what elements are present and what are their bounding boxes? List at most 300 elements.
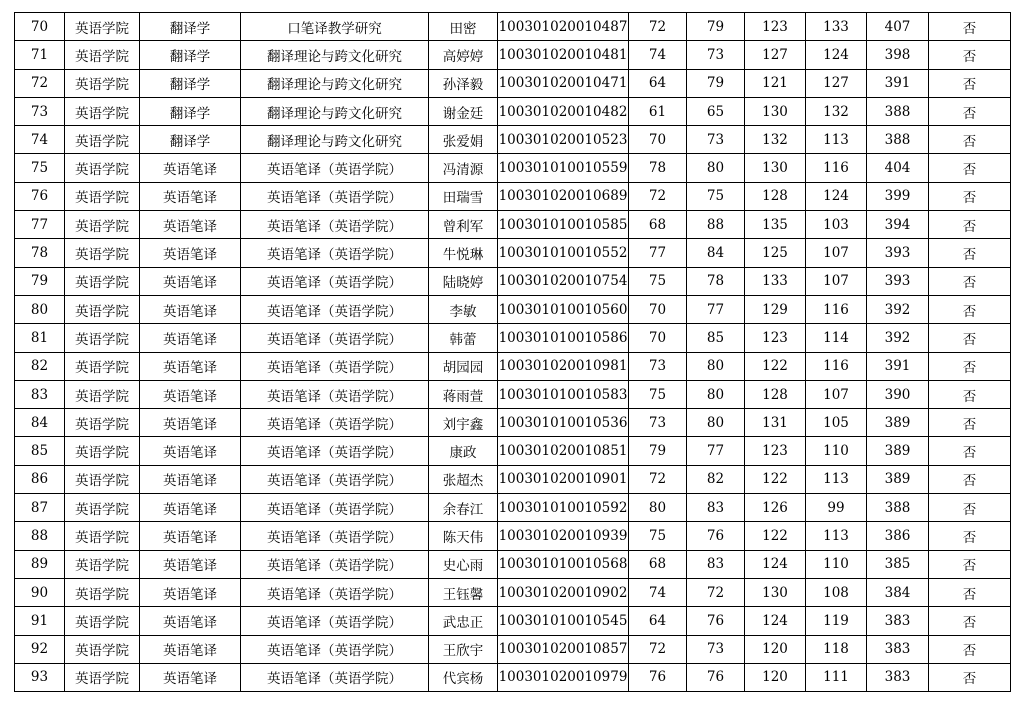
total-score-cell: 404 [867, 154, 929, 182]
status-cell: 否 [929, 97, 1011, 125]
college-cell: 英语学院 [65, 126, 140, 154]
index-cell: 81 [15, 324, 65, 352]
total-score-cell: 384 [867, 578, 929, 606]
politics-score-cell: 70 [629, 126, 687, 154]
status-cell: 否 [929, 182, 1011, 210]
status-cell: 否 [929, 380, 1011, 408]
foreign-language-score-cell: 80 [687, 380, 745, 408]
college-cell: 英语学院 [65, 211, 140, 239]
status-cell: 否 [929, 522, 1011, 550]
politics-score-cell: 73 [629, 409, 687, 437]
score-table-sheet [14, 12, 1011, 692]
status-cell: 否 [929, 295, 1011, 323]
foreign-language-score-cell: 65 [687, 97, 745, 125]
name-cell: 田瑞雪 [429, 182, 498, 210]
major-cell: 英语笔译 [140, 267, 241, 295]
exam-number-cell: 100301020010754 [498, 267, 629, 295]
name-cell: 田密 [429, 13, 498, 41]
status-cell: 否 [929, 352, 1011, 380]
index-cell: 70 [15, 13, 65, 41]
index-cell: 85 [15, 437, 65, 465]
politics-score-cell: 77 [629, 239, 687, 267]
foreign-language-score-cell: 75 [687, 182, 745, 210]
foreign-language-score-cell: 76 [687, 607, 745, 635]
college-cell: 英语学院 [65, 69, 140, 97]
total-score-cell: 390 [867, 380, 929, 408]
foreign-language-score-cell: 82 [687, 465, 745, 493]
name-cell: 高婷婷 [429, 41, 498, 69]
index-cell: 92 [15, 635, 65, 663]
index-cell: 77 [15, 211, 65, 239]
name-cell: 康政 [429, 437, 498, 465]
research-direction-cell: 口笔译教学研究 [241, 13, 429, 41]
subject-one-score-cell: 121 [745, 69, 806, 97]
major-cell: 英语笔译 [140, 522, 241, 550]
table-row [15, 41, 1011, 69]
major-cell: 翻译学 [140, 41, 241, 69]
major-cell: 英语笔译 [140, 578, 241, 606]
name-cell: 陆晓婷 [429, 267, 498, 295]
status-cell: 否 [929, 550, 1011, 578]
table-row [15, 522, 1011, 550]
total-score-cell: 407 [867, 13, 929, 41]
exam-number-cell: 100301020010471 [498, 69, 629, 97]
major-cell: 英语笔译 [140, 635, 241, 663]
index-cell: 73 [15, 97, 65, 125]
subject-one-score-cell: 128 [745, 182, 806, 210]
subject-one-score-cell: 126 [745, 494, 806, 522]
status-cell: 否 [929, 126, 1011, 154]
name-cell: 牛悦琳 [429, 239, 498, 267]
status-cell: 否 [929, 465, 1011, 493]
total-score-cell: 385 [867, 550, 929, 578]
subject-one-score-cell: 132 [745, 126, 806, 154]
table-row [15, 409, 1011, 437]
index-cell: 91 [15, 607, 65, 635]
status-cell: 否 [929, 239, 1011, 267]
status-cell: 否 [929, 494, 1011, 522]
foreign-language-score-cell: 73 [687, 635, 745, 663]
subject-one-score-cell: 124 [745, 607, 806, 635]
status-cell: 否 [929, 578, 1011, 606]
subject-one-score-cell: 130 [745, 154, 806, 182]
subject-two-score-cell: 107 [806, 380, 867, 408]
total-score-cell: 392 [867, 324, 929, 352]
subject-two-score-cell: 108 [806, 578, 867, 606]
foreign-language-score-cell: 76 [687, 663, 745, 691]
total-score-cell: 391 [867, 352, 929, 380]
politics-score-cell: 68 [629, 550, 687, 578]
name-cell: 冯清源 [429, 154, 498, 182]
research-direction-cell: 英语笔译（英语学院） [241, 182, 429, 210]
foreign-language-score-cell: 84 [687, 239, 745, 267]
exam-number-cell: 100301020010481 [498, 41, 629, 69]
exam-number-cell: 100301010010568 [498, 550, 629, 578]
politics-score-cell: 64 [629, 607, 687, 635]
subject-one-score-cell: 127 [745, 41, 806, 69]
research-direction-cell: 英语笔译（英语学院） [241, 437, 429, 465]
total-score-cell: 383 [867, 663, 929, 691]
index-cell: 86 [15, 465, 65, 493]
foreign-language-score-cell: 80 [687, 154, 745, 182]
research-direction-cell: 翻译理论与跨文化研究 [241, 41, 429, 69]
table-row [15, 324, 1011, 352]
table-row [15, 663, 1011, 691]
research-direction-cell: 英语笔译（英语学院） [241, 409, 429, 437]
major-cell: 英语笔译 [140, 182, 241, 210]
politics-score-cell: 75 [629, 267, 687, 295]
major-cell: 翻译学 [140, 13, 241, 41]
subject-two-score-cell: 118 [806, 635, 867, 663]
subject-two-score-cell: 110 [806, 550, 867, 578]
exam-number-cell: 100301010010559 [498, 154, 629, 182]
subject-one-score-cell: 123 [745, 437, 806, 465]
subject-two-score-cell: 113 [806, 465, 867, 493]
exam-number-cell: 100301010010583 [498, 380, 629, 408]
major-cell: 英语笔译 [140, 494, 241, 522]
name-cell: 蒋雨萱 [429, 380, 498, 408]
index-cell: 80 [15, 295, 65, 323]
research-direction-cell: 英语笔译（英语学院） [241, 607, 429, 635]
major-cell: 英语笔译 [140, 550, 241, 578]
politics-score-cell: 72 [629, 182, 687, 210]
research-direction-cell: 英语笔译（英语学院） [241, 550, 429, 578]
major-cell: 英语笔译 [140, 437, 241, 465]
subject-one-score-cell: 120 [745, 635, 806, 663]
research-direction-cell: 英语笔译（英语学院） [241, 295, 429, 323]
subject-two-score-cell: 124 [806, 182, 867, 210]
subject-one-score-cell: 128 [745, 380, 806, 408]
index-cell: 78 [15, 239, 65, 267]
major-cell: 英语笔译 [140, 607, 241, 635]
total-score-cell: 398 [867, 41, 929, 69]
subject-two-score-cell: 103 [806, 211, 867, 239]
subject-two-score-cell: 99 [806, 494, 867, 522]
table-row [15, 154, 1011, 182]
subject-one-score-cell: 122 [745, 465, 806, 493]
exam-number-cell: 100301010010545 [498, 607, 629, 635]
index-cell: 89 [15, 550, 65, 578]
research-direction-cell: 英语笔译（英语学院） [241, 522, 429, 550]
college-cell: 英语学院 [65, 494, 140, 522]
total-score-cell: 394 [867, 211, 929, 239]
college-cell: 英语学院 [65, 267, 140, 295]
subject-one-score-cell: 130 [745, 97, 806, 125]
name-cell: 胡园园 [429, 352, 498, 380]
politics-score-cell: 79 [629, 437, 687, 465]
index-cell: 83 [15, 380, 65, 408]
subject-one-score-cell: 129 [745, 295, 806, 323]
name-cell: 武忠正 [429, 607, 498, 635]
politics-score-cell: 70 [629, 295, 687, 323]
major-cell: 英语笔译 [140, 380, 241, 408]
foreign-language-score-cell: 76 [687, 522, 745, 550]
foreign-language-score-cell: 73 [687, 41, 745, 69]
foreign-language-score-cell: 85 [687, 324, 745, 352]
name-cell: 刘宇鑫 [429, 409, 498, 437]
status-cell: 否 [929, 13, 1011, 41]
major-cell: 翻译学 [140, 126, 241, 154]
major-cell: 英语笔译 [140, 154, 241, 182]
exam-number-cell: 100301020010981 [498, 352, 629, 380]
foreign-language-score-cell: 80 [687, 409, 745, 437]
research-direction-cell: 英语笔译（英语学院） [241, 465, 429, 493]
college-cell: 英语学院 [65, 578, 140, 606]
index-cell: 76 [15, 182, 65, 210]
status-cell: 否 [929, 41, 1011, 69]
exam-number-cell: 100301020010902 [498, 578, 629, 606]
subject-two-score-cell: 119 [806, 607, 867, 635]
subject-one-score-cell: 120 [745, 663, 806, 691]
status-cell: 否 [929, 635, 1011, 663]
total-score-cell: 389 [867, 409, 929, 437]
foreign-language-score-cell: 73 [687, 126, 745, 154]
college-cell: 英语学院 [65, 352, 140, 380]
politics-score-cell: 75 [629, 522, 687, 550]
total-score-cell: 399 [867, 182, 929, 210]
subject-two-score-cell: 107 [806, 239, 867, 267]
research-direction-cell: 英语笔译（英语学院） [241, 267, 429, 295]
foreign-language-score-cell: 78 [687, 267, 745, 295]
foreign-language-score-cell: 88 [687, 211, 745, 239]
subject-two-score-cell: 110 [806, 437, 867, 465]
exam-number-cell: 100301010010560 [498, 295, 629, 323]
exam-number-cell: 100301010010552 [498, 239, 629, 267]
exam-number-cell: 100301020010857 [498, 635, 629, 663]
politics-score-cell: 76 [629, 663, 687, 691]
exam-number-cell: 100301020010939 [498, 522, 629, 550]
subject-one-score-cell: 135 [745, 211, 806, 239]
foreign-language-score-cell: 72 [687, 578, 745, 606]
total-score-cell: 389 [867, 437, 929, 465]
major-cell: 英语笔译 [140, 409, 241, 437]
index-cell: 75 [15, 154, 65, 182]
table-row [15, 13, 1011, 41]
college-cell: 英语学院 [65, 409, 140, 437]
major-cell: 翻译学 [140, 69, 241, 97]
total-score-cell: 393 [867, 239, 929, 267]
subject-two-score-cell: 127 [806, 69, 867, 97]
research-direction-cell: 英语笔译（英语学院） [241, 578, 429, 606]
subject-two-score-cell: 113 [806, 126, 867, 154]
subject-one-score-cell: 123 [745, 324, 806, 352]
table-row [15, 465, 1011, 493]
table-row [15, 267, 1011, 295]
college-cell: 英语学院 [65, 635, 140, 663]
index-cell: 82 [15, 352, 65, 380]
index-cell: 71 [15, 41, 65, 69]
college-cell: 英语学院 [65, 182, 140, 210]
table-row [15, 437, 1011, 465]
college-cell: 英语学院 [65, 324, 140, 352]
major-cell: 翻译学 [140, 97, 241, 125]
major-cell: 英语笔译 [140, 211, 241, 239]
subject-two-score-cell: 111 [806, 663, 867, 691]
exam-number-cell: 100301020010482 [498, 97, 629, 125]
name-cell: 曾利军 [429, 211, 498, 239]
college-cell: 英语学院 [65, 154, 140, 182]
total-score-cell: 391 [867, 69, 929, 97]
exam-number-cell: 100301010010586 [498, 324, 629, 352]
index-cell: 79 [15, 267, 65, 295]
table-row [15, 550, 1011, 578]
total-score-cell: 389 [867, 465, 929, 493]
table-row [15, 182, 1011, 210]
foreign-language-score-cell: 83 [687, 494, 745, 522]
index-cell: 72 [15, 69, 65, 97]
table-row [15, 69, 1011, 97]
status-cell: 否 [929, 437, 1011, 465]
name-cell: 张爱娟 [429, 126, 498, 154]
subject-two-score-cell: 113 [806, 522, 867, 550]
research-direction-cell: 翻译理论与跨文化研究 [241, 126, 429, 154]
subject-two-score-cell: 133 [806, 13, 867, 41]
major-cell: 英语笔译 [140, 465, 241, 493]
exam-number-cell: 100301020010901 [498, 465, 629, 493]
total-score-cell: 388 [867, 494, 929, 522]
subject-two-score-cell: 105 [806, 409, 867, 437]
subject-one-score-cell: 125 [745, 239, 806, 267]
research-direction-cell: 英语笔译（英语学院） [241, 380, 429, 408]
table-row [15, 578, 1011, 606]
status-cell: 否 [929, 607, 1011, 635]
table-row [15, 239, 1011, 267]
name-cell: 王欣宇 [429, 635, 498, 663]
subject-two-score-cell: 116 [806, 295, 867, 323]
table-row [15, 635, 1011, 663]
research-direction-cell: 英语笔译（英语学院） [241, 324, 429, 352]
total-score-cell: 392 [867, 295, 929, 323]
table-row [15, 494, 1011, 522]
total-score-cell: 393 [867, 267, 929, 295]
research-direction-cell: 翻译理论与跨文化研究 [241, 97, 429, 125]
subject-two-score-cell: 107 [806, 267, 867, 295]
politics-score-cell: 70 [629, 324, 687, 352]
research-direction-cell: 英语笔译（英语学院） [241, 154, 429, 182]
subject-one-score-cell: 122 [745, 522, 806, 550]
politics-score-cell: 74 [629, 578, 687, 606]
subject-one-score-cell: 131 [745, 409, 806, 437]
politics-score-cell: 72 [629, 13, 687, 41]
politics-score-cell: 61 [629, 97, 687, 125]
foreign-language-score-cell: 79 [687, 13, 745, 41]
research-direction-cell: 英语笔译（英语学院） [241, 663, 429, 691]
table-row [15, 607, 1011, 635]
status-cell: 否 [929, 154, 1011, 182]
exam-number-cell: 100301020010979 [498, 663, 629, 691]
foreign-language-score-cell: 80 [687, 352, 745, 380]
research-direction-cell: 英语笔译（英语学院） [241, 239, 429, 267]
politics-score-cell: 80 [629, 494, 687, 522]
college-cell: 英语学院 [65, 663, 140, 691]
table-row [15, 295, 1011, 323]
college-cell: 英语学院 [65, 13, 140, 41]
exam-number-cell: 100301010010536 [498, 409, 629, 437]
college-cell: 英语学院 [65, 295, 140, 323]
name-cell: 陈天伟 [429, 522, 498, 550]
index-cell: 90 [15, 578, 65, 606]
name-cell: 李敏 [429, 295, 498, 323]
major-cell: 英语笔译 [140, 239, 241, 267]
name-cell: 韩蕾 [429, 324, 498, 352]
subject-one-score-cell: 123 [745, 13, 806, 41]
politics-score-cell: 78 [629, 154, 687, 182]
major-cell: 英语笔译 [140, 663, 241, 691]
college-cell: 英语学院 [65, 239, 140, 267]
total-score-cell: 383 [867, 635, 929, 663]
status-cell: 否 [929, 663, 1011, 691]
table-row [15, 211, 1011, 239]
name-cell: 谢金廷 [429, 97, 498, 125]
name-cell: 孙泽毅 [429, 69, 498, 97]
subject-two-score-cell: 114 [806, 324, 867, 352]
major-cell: 英语笔译 [140, 352, 241, 380]
subject-one-score-cell: 122 [745, 352, 806, 380]
politics-score-cell: 74 [629, 41, 687, 69]
index-cell: 93 [15, 663, 65, 691]
foreign-language-score-cell: 83 [687, 550, 745, 578]
exam-number-cell: 100301010010585 [498, 211, 629, 239]
politics-score-cell: 68 [629, 211, 687, 239]
index-cell: 87 [15, 494, 65, 522]
major-cell: 英语笔译 [140, 324, 241, 352]
college-cell: 英语学院 [65, 97, 140, 125]
research-direction-cell: 翻译理论与跨文化研究 [241, 69, 429, 97]
status-cell: 否 [929, 324, 1011, 352]
college-cell: 英语学院 [65, 522, 140, 550]
politics-score-cell: 64 [629, 69, 687, 97]
foreign-language-score-cell: 79 [687, 69, 745, 97]
name-cell: 张超杰 [429, 465, 498, 493]
college-cell: 英语学院 [65, 550, 140, 578]
total-score-cell: 388 [867, 97, 929, 125]
table-row [15, 380, 1011, 408]
research-direction-cell: 英语笔译（英语学院） [241, 211, 429, 239]
exam-number-cell: 100301020010689 [498, 182, 629, 210]
exam-number-cell: 100301020010523 [498, 126, 629, 154]
politics-score-cell: 72 [629, 635, 687, 663]
exam-number-cell: 100301010010592 [498, 494, 629, 522]
exam-number-cell: 100301020010851 [498, 437, 629, 465]
politics-score-cell: 72 [629, 465, 687, 493]
table-row [15, 97, 1011, 125]
foreign-language-score-cell: 77 [687, 295, 745, 323]
total-score-cell: 386 [867, 522, 929, 550]
name-cell: 史心雨 [429, 550, 498, 578]
index-cell: 88 [15, 522, 65, 550]
status-cell: 否 [929, 267, 1011, 295]
index-cell: 84 [15, 409, 65, 437]
college-cell: 英语学院 [65, 41, 140, 69]
research-direction-cell: 英语笔译（英语学院） [241, 494, 429, 522]
score-table [14, 12, 1011, 692]
college-cell: 英语学院 [65, 465, 140, 493]
status-cell: 否 [929, 69, 1011, 97]
name-cell: 代宾杨 [429, 663, 498, 691]
politics-score-cell: 73 [629, 352, 687, 380]
score-table-body [15, 13, 1011, 692]
subject-two-score-cell: 116 [806, 352, 867, 380]
college-cell: 英语学院 [65, 380, 140, 408]
table-row [15, 352, 1011, 380]
total-score-cell: 383 [867, 607, 929, 635]
subject-two-score-cell: 116 [806, 154, 867, 182]
college-cell: 英语学院 [65, 607, 140, 635]
table-row [15, 126, 1011, 154]
subject-one-score-cell: 133 [745, 267, 806, 295]
research-direction-cell: 英语笔译（英语学院） [241, 635, 429, 663]
index-cell: 74 [15, 126, 65, 154]
